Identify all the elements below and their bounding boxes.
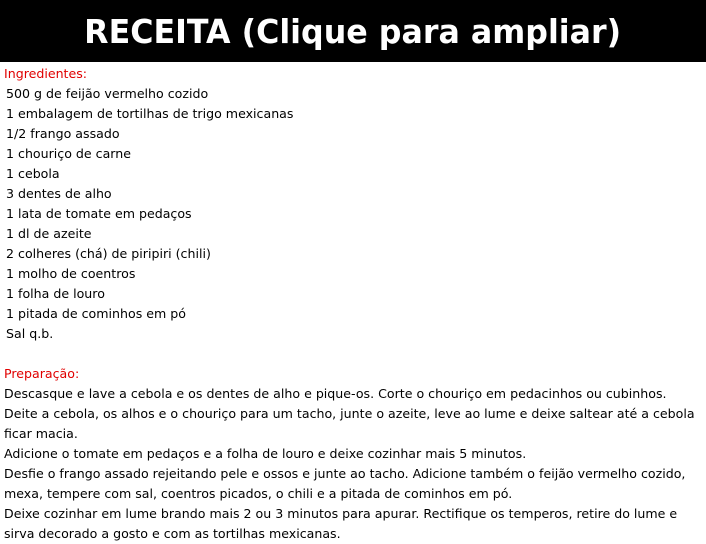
ingredients-heading: Ingredientes:	[4, 66, 88, 81]
ingredient-item: 1 folha de louro	[6, 286, 105, 301]
preparation-heading: Preparação:	[4, 366, 80, 381]
preparation-steps	[4, 384, 704, 544]
section-spacer	[4, 344, 704, 364]
ingredient-item: 1 pitada de cominhos em pó	[6, 306, 186, 321]
ingredient-item: 1 molho de coentros	[6, 266, 136, 281]
ingredient-item: 1 chouriço de carne	[6, 146, 131, 161]
ingredient-item: 3 dentes de alho	[6, 186, 112, 201]
preparation-step: Deixe cozinhar em lume brando mais 2 ou 3 minutos para apurar. Rectifique os temperos, retire do lume e sirva decorado a gosto e com as tortilhas mexicanas.	[4, 506, 678, 541]
preparation-step: Desfie o frango assado rejeitando pele e ossos e junte ao tacho. Adicione também o feijão vermelho cozido, mexa, tempere com sal, coentros picados, o chili e a pitada de cominhos em pó.	[4, 466, 686, 501]
ingredient-item: 1 dl de azeite	[6, 226, 92, 241]
ingredient-item: 500 g de feijão vermelho cozido	[6, 86, 209, 101]
ingredient-item: Sal q.b.	[6, 326, 54, 341]
recipe-title[interactable]: RECEITA (Clique para ampliar)	[84, 11, 622, 51]
ingredient-item: 1 cebola	[6, 166, 60, 181]
ingredient-item: 1 lata de tomate em pedaços	[6, 206, 192, 221]
ingredients-list	[4, 84, 704, 344]
recipe-content	[4, 64, 704, 544]
ingredient-item: 1 embalagem de tortilhas de trigo mexicanas	[6, 106, 294, 121]
ingredient-item: 2 colheres (chá) de piripiri (chili)	[6, 246, 211, 261]
preparation-step: Adicione o tomate em pedaços e a folha de louro e deixe cozinhar mais 5 minutos.	[4, 446, 527, 461]
preparation-step: Descasque e lave a cebola e os dentes de alho e pique-os. Corte o chouriço em pedacinhos ou cubinhos. Deite a cebola, os alhos e o chouriço para um tacho, junte o azeite, leve ao lume e deixe saltear até a cebola ficar macia.	[4, 386, 695, 441]
title-banner[interactable]	[0, 0, 706, 62]
ingredient-item: 1/2 frango assado	[6, 126, 120, 141]
